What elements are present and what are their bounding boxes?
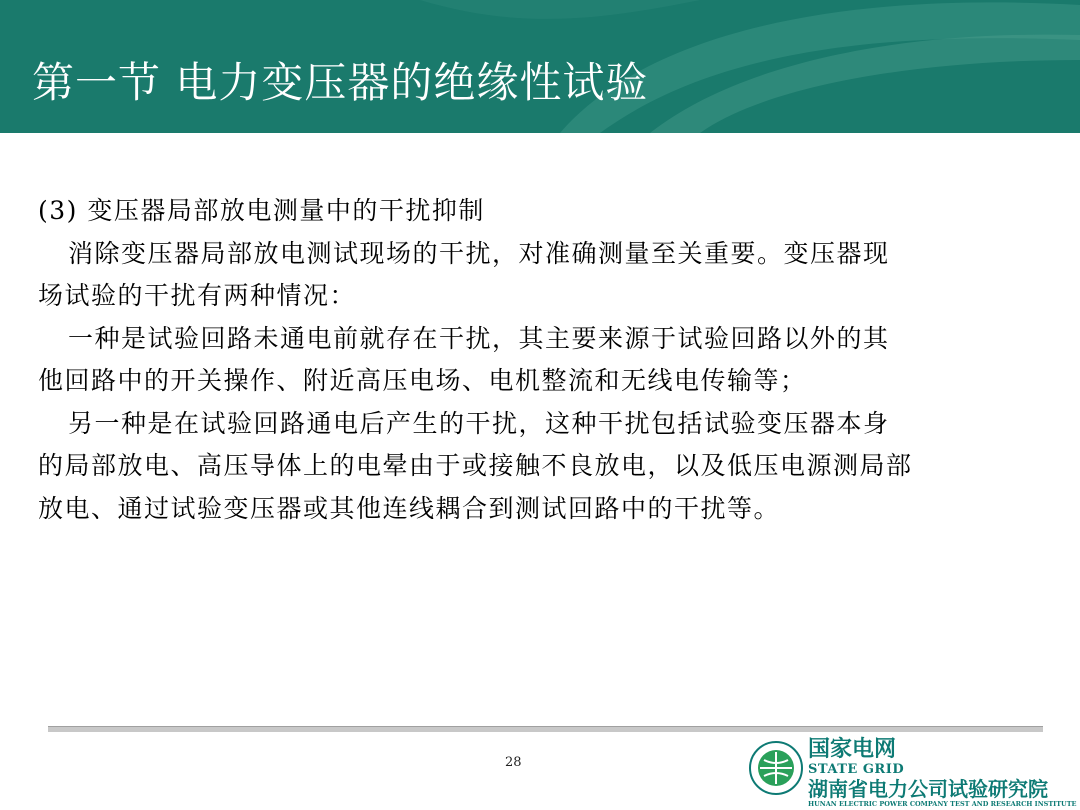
state-grid-logo-icon <box>748 740 804 796</box>
paragraph-line: 放电、通过试验变压器或其他连线耦合到测试回路中的干扰等。 <box>38 493 781 523</box>
paragraph-line: 他回路中的开关操作、附近高压电场、电机整流和无线电传输等； <box>38 366 807 395</box>
paragraph-line: 的局部放电、高压导体上的电晕由于或接触不良放电，以及低压电源测局部 <box>38 451 913 480</box>
body-text <box>38 190 1038 530</box>
section-heading: (3) 变压器局部放电测量中的干扰抑制 <box>38 196 485 225</box>
footer-divider <box>48 726 1043 732</box>
paragraph-line: 另一种是在试验回路通电后产生的干扰，这种干扰包括试验变压器本身 <box>68 408 890 438</box>
institute-name-cn: 湖南省电力公司试验研究院 <box>808 777 1048 801</box>
paragraph-line: 消除变压器局部放电测试现场的干扰，对准确测量至关重要。变压器现 <box>68 238 890 268</box>
page-title: 第一节 电力变压器的绝缘性试验 <box>32 58 649 107</box>
brand-name-cn: 国家电网 <box>808 737 897 762</box>
brand-name-en: STATE GRID <box>808 762 905 777</box>
institute-name-en: HUNAN ELECTRIC POWER COMPANY TEST AND RESEARCH INSTITUTE <box>808 800 1077 808</box>
brand-block <box>808 738 904 777</box>
paragraph-line: 一种是试验回路未通电前就存在干扰，其主要来源于试验回路以外的其 <box>68 323 890 353</box>
slide-header <box>0 0 1080 133</box>
paragraph-line: 场试验的干扰有两种情况： <box>38 281 357 310</box>
page-number: 28 <box>505 755 522 770</box>
